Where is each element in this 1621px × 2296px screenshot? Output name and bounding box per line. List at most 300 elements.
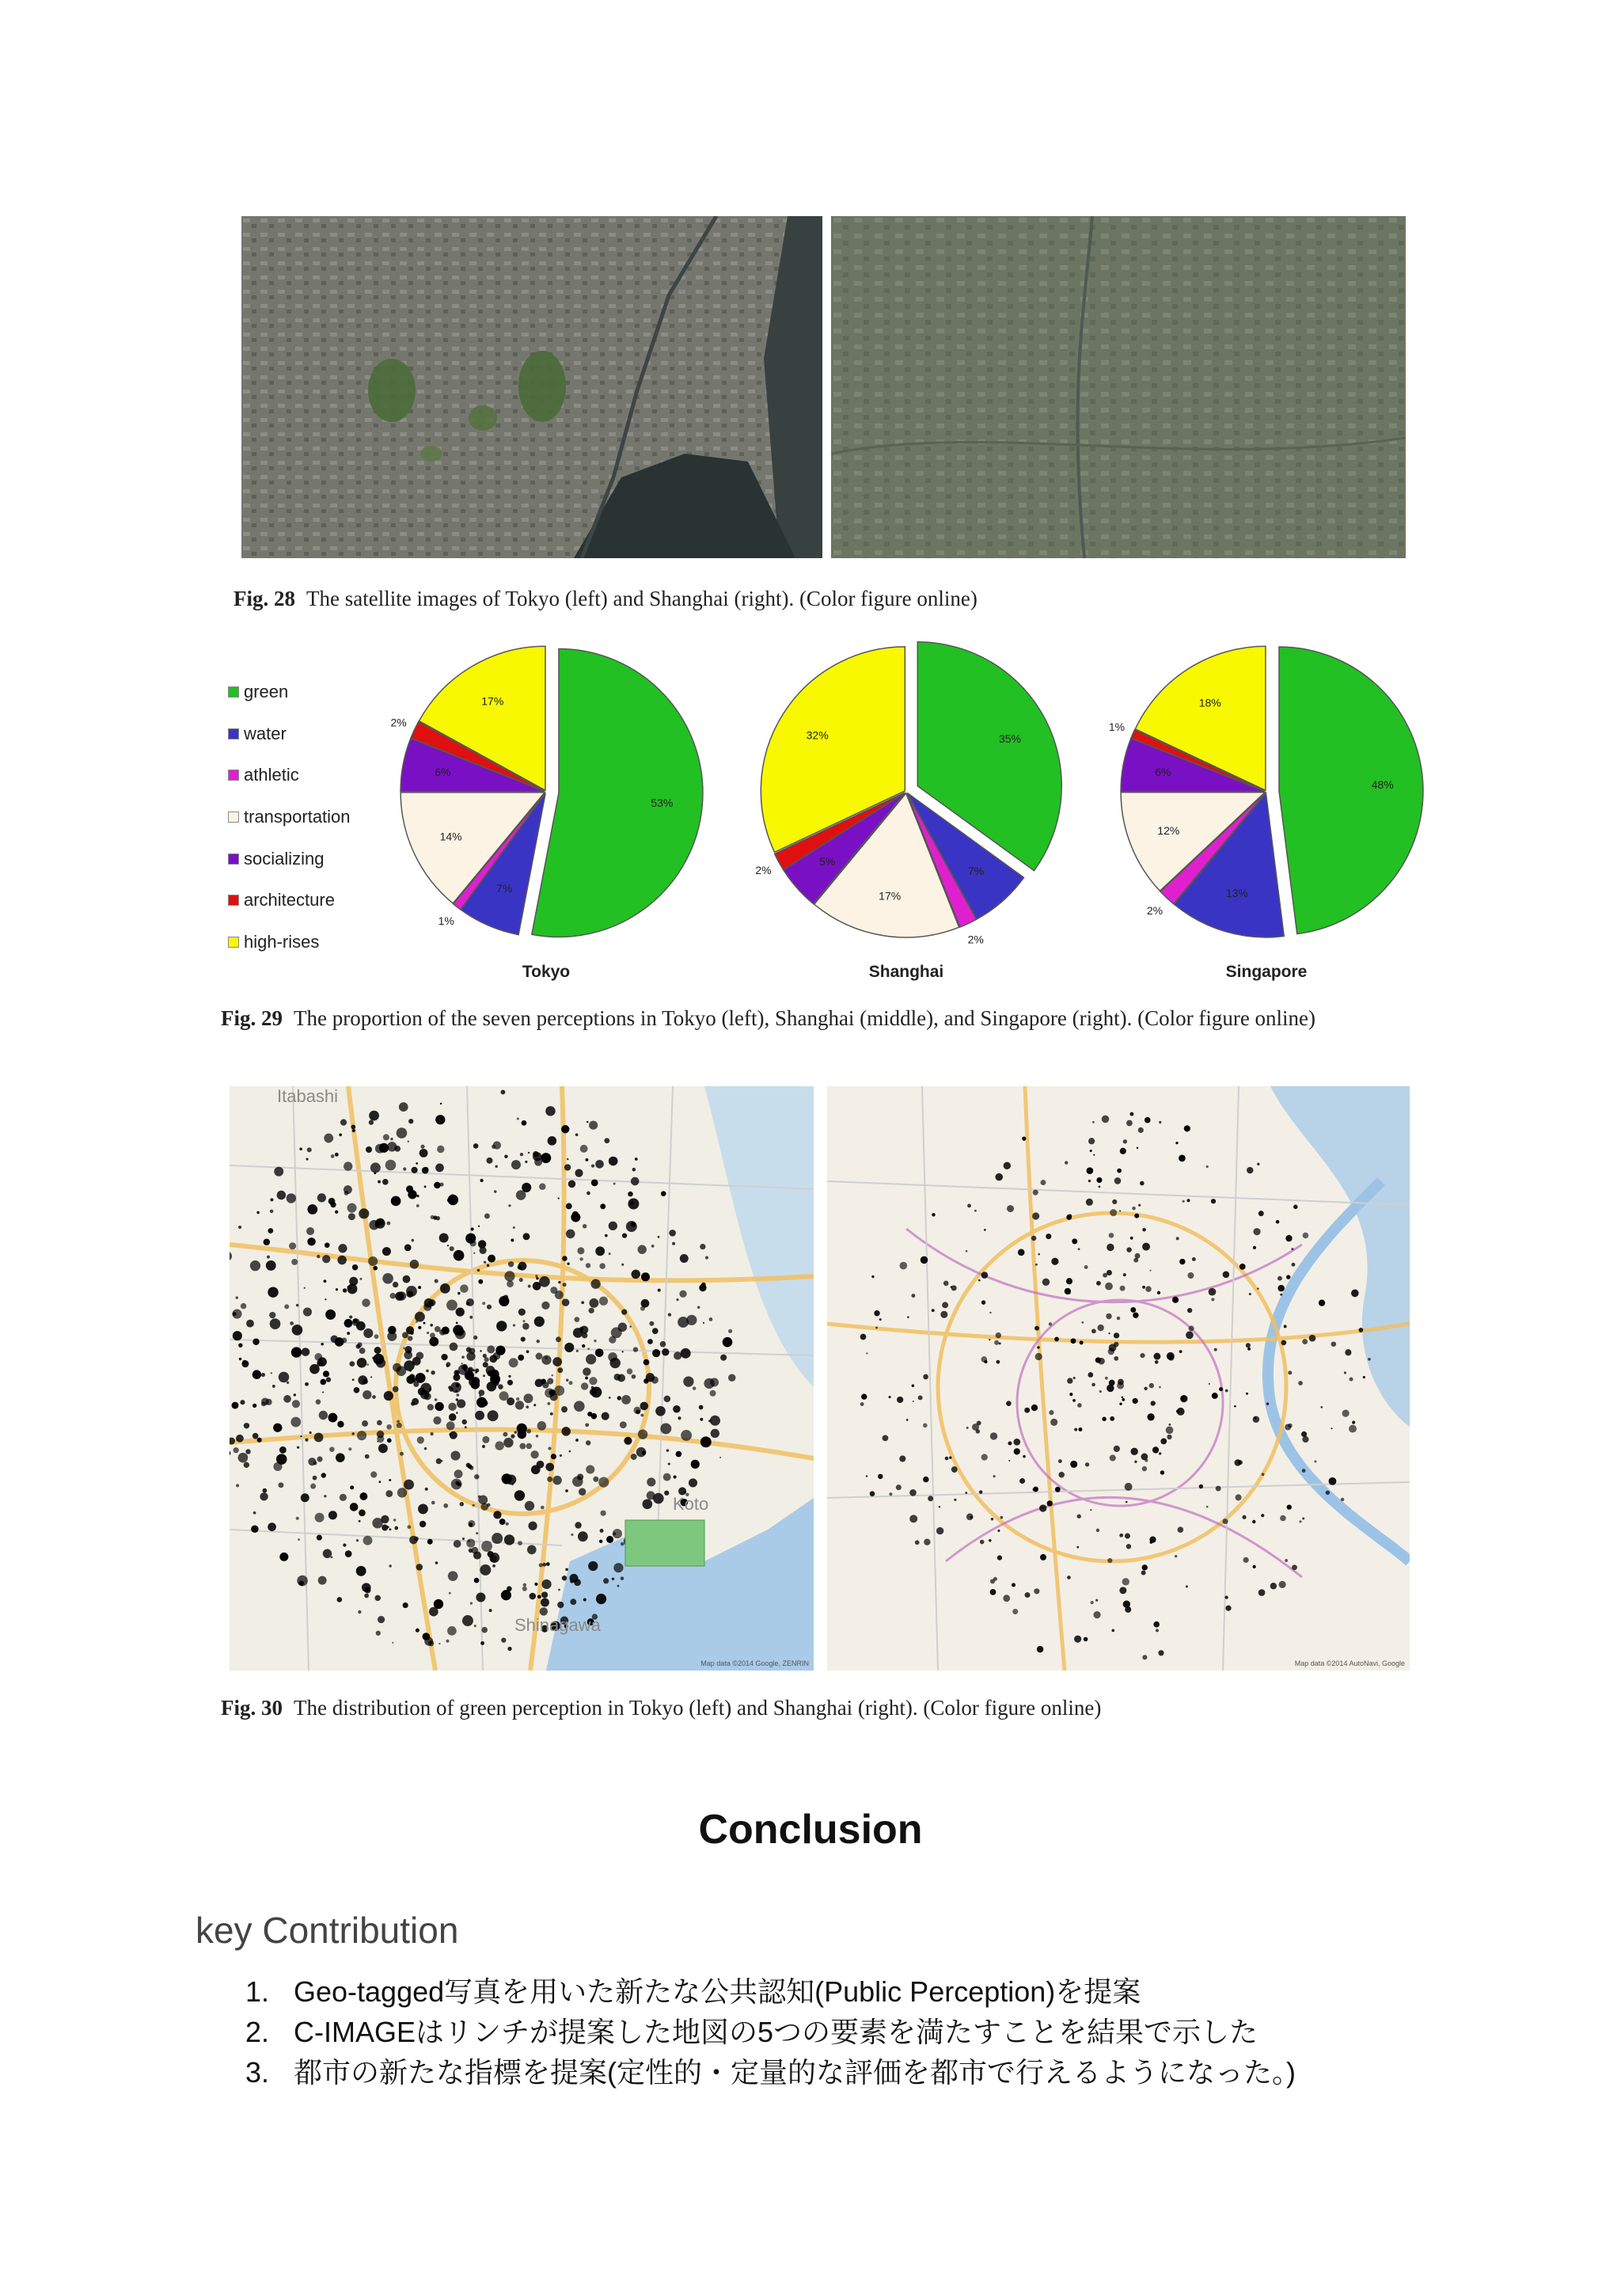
map-point — [410, 1260, 419, 1269]
map-point — [466, 1347, 472, 1352]
map-point — [1349, 1425, 1357, 1433]
map-point — [440, 1103, 442, 1104]
map-point — [317, 1534, 322, 1540]
map-point — [407, 1291, 414, 1298]
map-point — [487, 1264, 489, 1267]
map-point — [951, 1466, 958, 1473]
map-point — [503, 1438, 513, 1447]
map-point — [875, 1326, 878, 1329]
map-point — [411, 1401, 415, 1405]
map-point — [1119, 1402, 1122, 1405]
map-point — [418, 1503, 428, 1514]
map-point — [1293, 1205, 1298, 1210]
map-point — [290, 1321, 294, 1325]
map-point — [487, 1345, 495, 1353]
map-point — [561, 1427, 571, 1436]
map-point — [399, 1102, 408, 1112]
map-point — [424, 1185, 427, 1188]
map-point — [359, 1509, 366, 1516]
map-point — [596, 1594, 606, 1604]
map-point — [290, 1417, 301, 1427]
map-point — [874, 1310, 879, 1316]
map-point — [936, 1527, 943, 1534]
map-point — [617, 1585, 620, 1587]
map-point — [1206, 1165, 1209, 1168]
map-point — [1179, 1259, 1185, 1264]
map-point — [605, 1234, 608, 1237]
map-point — [1167, 1352, 1175, 1360]
map-point — [374, 1334, 379, 1339]
map-point — [407, 1525, 411, 1529]
map-point — [923, 1424, 928, 1428]
map-point — [1102, 1116, 1110, 1123]
map-point — [377, 1420, 382, 1426]
legend-label: architecture — [244, 890, 335, 910]
map-point — [1046, 1234, 1051, 1239]
map-point — [585, 1423, 589, 1427]
map-point — [448, 1403, 456, 1411]
map-point — [575, 1169, 583, 1177]
map-point — [965, 1492, 967, 1494]
map-point — [1112, 1199, 1117, 1204]
map-point — [668, 1313, 671, 1316]
map-point — [909, 1489, 917, 1496]
map-point — [299, 1147, 302, 1150]
map-point — [297, 1446, 299, 1449]
map-point — [264, 1239, 271, 1246]
map-point — [244, 1462, 249, 1468]
map-point — [1303, 1233, 1309, 1239]
map-point — [353, 1318, 358, 1323]
map-point — [583, 1598, 587, 1602]
map-point — [507, 1647, 511, 1651]
map-point — [993, 1475, 996, 1477]
map-point — [537, 1340, 540, 1343]
map-point — [481, 1627, 488, 1633]
map-point — [1130, 1237, 1133, 1240]
legend-label: transportation — [244, 807, 351, 827]
map-point — [233, 1447, 239, 1453]
map-point — [517, 1118, 519, 1120]
map-point — [435, 1402, 443, 1411]
map-point — [1292, 1263, 1296, 1267]
map-point — [356, 1539, 359, 1541]
map-point — [1140, 1353, 1145, 1358]
map-point — [1302, 1518, 1304, 1520]
map-point — [652, 1328, 659, 1334]
map-point — [674, 1475, 677, 1478]
map-point — [1054, 1337, 1059, 1342]
map-point — [297, 1576, 308, 1587]
map-point — [446, 1421, 455, 1430]
map-point — [458, 1364, 469, 1374]
map-point — [570, 1598, 576, 1605]
map-point — [640, 1402, 648, 1410]
map-point — [261, 1373, 265, 1377]
fig29-label: Fig. 29 — [221, 1006, 283, 1030]
map-point — [586, 1440, 590, 1445]
map-point — [488, 1255, 495, 1263]
map-point — [1285, 1424, 1291, 1430]
map-point — [1153, 1621, 1160, 1628]
map-point — [536, 1353, 543, 1360]
map-point — [669, 1230, 676, 1237]
map-point — [393, 1363, 401, 1372]
map-point — [640, 1306, 645, 1311]
map-point — [387, 1222, 391, 1226]
map-point — [556, 1336, 561, 1342]
map-point — [509, 1358, 518, 1367]
map-point — [561, 1406, 568, 1412]
map-point — [1110, 1454, 1116, 1461]
map-point — [431, 1370, 435, 1374]
map-point — [435, 1398, 438, 1401]
map-point — [586, 1465, 594, 1473]
map-point — [649, 1321, 654, 1326]
map-point — [635, 1158, 638, 1161]
map-point — [932, 1213, 935, 1216]
map-point — [939, 1506, 940, 1507]
map-point — [408, 1351, 411, 1354]
map-point — [563, 1283, 567, 1287]
list-number: 2. — [245, 2016, 270, 2048]
map-point — [624, 1437, 632, 1445]
map-point — [489, 1609, 492, 1612]
satellite-image-shanghai — [831, 216, 1406, 558]
map-point — [287, 1193, 296, 1203]
pie-legend — [228, 671, 378, 963]
map-point — [456, 1307, 465, 1316]
pie-data-label: 35% — [998, 732, 1022, 746]
map-point — [359, 1520, 361, 1522]
map-point — [541, 1355, 551, 1365]
map-point — [372, 1395, 376, 1399]
map-point — [1022, 1136, 1026, 1140]
map-point — [561, 1125, 569, 1133]
map-point — [1038, 1253, 1040, 1256]
map-point — [1186, 1585, 1188, 1587]
map-point — [632, 1374, 636, 1379]
map-point — [641, 1272, 650, 1281]
map-point — [697, 1306, 700, 1309]
map-point — [480, 1350, 481, 1351]
map-point — [474, 1474, 479, 1479]
map-point — [1301, 1431, 1307, 1437]
map-point — [1067, 1576, 1071, 1579]
map-point — [1140, 1181, 1145, 1186]
map-point — [340, 1494, 347, 1501]
map-point — [1095, 1357, 1101, 1363]
map-point — [1145, 1286, 1151, 1291]
map-point — [526, 1405, 529, 1408]
map-point — [558, 1197, 560, 1199]
map-point — [587, 1412, 592, 1416]
map-point — [438, 1643, 440, 1644]
map-point — [389, 1564, 391, 1567]
map-point — [551, 1454, 556, 1459]
map-point — [325, 1310, 336, 1320]
map-point — [1065, 1161, 1068, 1164]
map-point — [495, 1345, 505, 1355]
map-point — [621, 1264, 624, 1266]
map-point — [1142, 1228, 1146, 1232]
map-point — [419, 1521, 426, 1527]
map-point — [305, 1439, 308, 1442]
map-point — [575, 1522, 581, 1528]
map-point — [409, 1370, 412, 1372]
map-point — [1067, 1378, 1072, 1383]
map-point — [1239, 1264, 1246, 1270]
map-point — [474, 1625, 476, 1627]
map-point — [1180, 1395, 1187, 1402]
legend-item — [228, 880, 378, 922]
map-point — [306, 1227, 314, 1235]
map-point — [1257, 1287, 1259, 1290]
map-point — [1108, 1332, 1110, 1334]
map-point — [558, 1281, 560, 1283]
map-point — [549, 1389, 556, 1396]
map-point — [653, 1493, 664, 1504]
map-point — [300, 1435, 302, 1437]
list-text: 都市の新たな指標を提案(定性的・定量的な評価を都市で行えるようになった。) — [294, 2056, 1296, 2089]
map-point — [442, 1326, 450, 1334]
map-point — [599, 1263, 606, 1269]
map-point — [609, 1253, 611, 1255]
pie-data-label: 2% — [967, 933, 984, 946]
map-point — [710, 1390, 716, 1397]
contribution-list — [245, 1971, 1296, 2093]
map-point — [1142, 1243, 1150, 1251]
map-point — [429, 1388, 431, 1390]
map-point — [1219, 1387, 1223, 1391]
map-point — [358, 1375, 367, 1385]
map-point — [384, 1391, 393, 1401]
map-point — [595, 1160, 604, 1169]
map-point — [513, 1226, 515, 1229]
legend-label: athletic — [244, 765, 299, 785]
map-point — [1129, 1112, 1133, 1116]
map-label-shinagawa: Shinagawa — [514, 1615, 601, 1635]
pie-data-label: 18% — [1198, 696, 1221, 709]
map-point — [1280, 1294, 1282, 1296]
map-point — [651, 1376, 659, 1383]
map-point — [681, 1430, 692, 1441]
map-point — [889, 1492, 892, 1496]
fig28-label: Fig. 28 — [233, 587, 295, 610]
map-point — [599, 1540, 602, 1543]
map-point — [1023, 1455, 1026, 1458]
map-point — [369, 1120, 374, 1125]
map-point — [618, 1323, 628, 1332]
map-point — [552, 1357, 562, 1367]
map-point — [340, 1119, 347, 1126]
map-point — [1039, 1504, 1046, 1511]
map-point — [1186, 1331, 1194, 1339]
map-point — [1270, 1583, 1277, 1589]
satellite-image-shanghai-graphic — [831, 216, 1406, 558]
map-point — [240, 1400, 245, 1405]
map-point — [504, 1534, 514, 1545]
map-point — [1110, 1209, 1117, 1216]
map-point — [940, 1311, 947, 1318]
pie-chart-tokyo — [380, 633, 712, 982]
map-point — [435, 1279, 438, 1283]
map-point — [351, 1125, 355, 1130]
map-point — [425, 1488, 428, 1491]
map-point — [511, 1160, 521, 1169]
legend-label: socializing — [244, 848, 325, 869]
map-point — [1284, 1325, 1287, 1328]
map-point — [967, 1204, 971, 1208]
map-point — [1058, 1472, 1065, 1478]
map-point — [1049, 1410, 1053, 1415]
map-point — [292, 1325, 303, 1336]
map-point — [503, 1477, 511, 1484]
map-point — [1112, 1629, 1115, 1633]
map-point — [468, 1464, 473, 1469]
map-point — [343, 1544, 346, 1547]
map-point — [352, 1129, 355, 1132]
map-point — [379, 1481, 382, 1483]
map-point — [579, 1327, 583, 1331]
map-point — [1277, 1285, 1285, 1292]
map-point — [966, 1427, 969, 1429]
map-point — [483, 1354, 487, 1358]
map-point — [492, 1145, 495, 1149]
map-point — [461, 1355, 465, 1359]
map-point — [661, 1191, 666, 1196]
fig30-label: Fig. 30 — [221, 1696, 283, 1720]
map-point — [469, 1549, 473, 1553]
map-point — [1286, 1275, 1290, 1279]
map-point — [565, 1568, 568, 1571]
map-point — [518, 1309, 526, 1316]
map-point — [1033, 1190, 1038, 1196]
map-point — [331, 1556, 333, 1558]
map-point — [478, 1495, 488, 1504]
map-point — [613, 1532, 616, 1535]
map-point — [1309, 1335, 1316, 1342]
conclusion-heading: Conclusion — [698, 1807, 923, 1853]
map-point — [870, 1491, 875, 1496]
map-point — [541, 1579, 551, 1589]
map-point — [1223, 1519, 1228, 1524]
map-point — [369, 1111, 379, 1121]
pie-data-label: 1% — [1108, 720, 1126, 734]
pie-data-label: 17% — [481, 694, 504, 708]
map-point — [1107, 1244, 1114, 1251]
map-point — [612, 1578, 614, 1580]
map-point — [710, 1378, 719, 1386]
map-point — [494, 1190, 497, 1193]
map-point — [404, 1244, 412, 1251]
map-point — [362, 1298, 370, 1307]
map-point — [344, 1191, 349, 1196]
map-point — [1368, 1358, 1371, 1361]
map-point — [374, 1172, 376, 1174]
map-point — [591, 1179, 598, 1186]
list-text: Geo-tagged写真を用いた新たな公共認知(Public Perception)を提案 — [294, 1975, 1141, 2008]
map-point — [981, 1272, 989, 1279]
map-point — [317, 1193, 326, 1202]
map-point — [328, 1413, 337, 1423]
map-point — [1024, 1408, 1030, 1413]
map-point — [296, 1304, 298, 1306]
map-point — [318, 1576, 327, 1585]
map-point — [883, 1435, 889, 1441]
map-point — [676, 1298, 678, 1301]
map-point — [728, 1374, 735, 1382]
map-point — [1249, 1293, 1251, 1295]
map-point — [446, 1640, 450, 1643]
map-point — [296, 1517, 299, 1520]
map-point — [471, 1227, 474, 1230]
map-point — [389, 1479, 391, 1481]
map-point — [1329, 1477, 1337, 1485]
map-point — [416, 1162, 418, 1165]
map-point — [506, 1522, 509, 1526]
map-point — [397, 1420, 400, 1423]
list-item — [245, 1971, 1296, 2012]
map-point — [899, 1455, 905, 1462]
map-point — [663, 1473, 671, 1481]
map-point — [270, 1318, 281, 1329]
map-point — [523, 1233, 530, 1240]
map-point — [1012, 1609, 1018, 1614]
map-point — [562, 1298, 570, 1306]
map-point — [860, 1402, 864, 1406]
map-point — [450, 1343, 458, 1351]
map-point — [487, 1382, 496, 1391]
map-point — [352, 1378, 355, 1381]
map-point — [1211, 1298, 1214, 1301]
map-point — [435, 1115, 445, 1124]
map-point — [466, 1351, 475, 1360]
map-point — [1003, 1595, 1010, 1602]
map-point — [1096, 1281, 1101, 1286]
map-point — [617, 1396, 621, 1400]
map-point — [420, 1145, 424, 1149]
map-point — [245, 1449, 250, 1454]
map-point — [501, 1638, 506, 1643]
pie-slice-green — [1279, 647, 1423, 934]
map-point — [449, 1592, 451, 1595]
map-point — [1031, 1405, 1038, 1411]
map-point — [1069, 1393, 1072, 1396]
map-point — [1252, 1565, 1255, 1568]
map-point — [1107, 1385, 1114, 1393]
map-point — [1084, 1637, 1088, 1642]
map-point — [273, 1424, 282, 1432]
map-point — [564, 1343, 574, 1352]
map-point — [569, 1450, 571, 1453]
map-point — [465, 1234, 476, 1244]
map-point — [1234, 1459, 1240, 1465]
map-point — [416, 1195, 419, 1197]
map-point — [388, 1326, 397, 1335]
map-point — [617, 1374, 625, 1382]
map-point — [1125, 1606, 1131, 1613]
map-point — [533, 1152, 541, 1161]
map-point — [522, 1323, 530, 1330]
map-point — [337, 1256, 347, 1265]
legend-swatch-green — [228, 686, 239, 698]
map-point — [476, 1337, 477, 1339]
map-point — [626, 1221, 637, 1232]
map-point — [403, 1348, 404, 1349]
map-point — [496, 1321, 507, 1331]
map-point — [252, 1404, 256, 1408]
